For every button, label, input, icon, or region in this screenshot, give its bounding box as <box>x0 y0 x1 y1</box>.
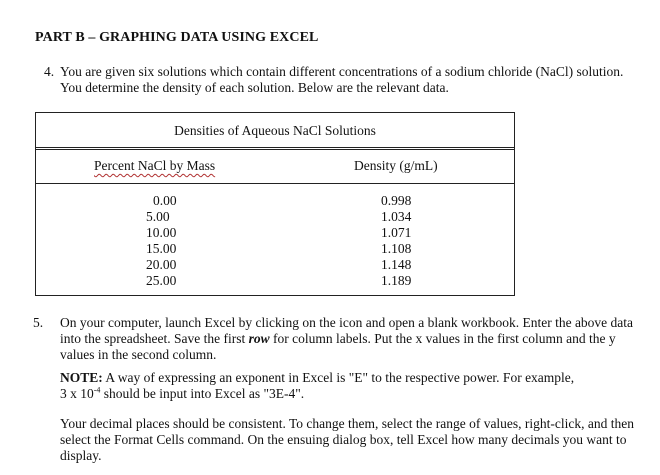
table-cell: 1.189 <box>381 273 412 288</box>
column-density-values <box>381 193 441 289</box>
table-cell: 1.071 <box>381 225 412 240</box>
item-4-body <box>60 64 640 96</box>
header-divider <box>36 183 514 184</box>
note-text-b-post: should be input into Excel as "3E-4". <box>100 386 305 401</box>
item-5-number: 5. <box>33 315 44 330</box>
item-4 <box>44 64 640 96</box>
table-cell: 1.034 <box>381 209 412 224</box>
item-5-p1-emphasis: row <box>248 331 270 346</box>
note-label: NOTE: <box>60 370 103 385</box>
table-cell: 10.00 <box>146 225 177 240</box>
table-cell: 0.00 <box>153 193 177 208</box>
table-cell: 1.148 <box>381 257 412 272</box>
column-header-percent-text: Percent NaCl by Mass <box>94 158 216 173</box>
item-4-line-2: You determine the density of each solution. Below are the relevant data. <box>60 80 449 95</box>
item-4-number: 4. <box>44 64 55 79</box>
note-exponent: -4 <box>93 385 101 395</box>
item-5-note <box>60 370 643 402</box>
item-5-paragraph-1 <box>60 315 643 363</box>
note-text-b-pre: 3 x 10 <box>60 386 94 401</box>
item-5-p1-part-a: On your computer, launch Excel by clicking on the icon and open a blank workbook. Enter the above data into the spreadsheet. Save the first <box>60 315 634 346</box>
item-5-p1-part-b: for column labels. Put the x values in the first column and the y values in the second column. <box>60 331 616 362</box>
density-table <box>35 112 515 296</box>
note-text-a: A way of expressing an exponent in Excel is "E" to the respective power. For example, <box>102 370 575 385</box>
table-title-divider <box>36 147 514 148</box>
table-cell: 15.00 <box>146 241 177 256</box>
column-percent-values <box>146 193 206 289</box>
item-5-body <box>60 315 643 464</box>
table-cell: 25.00 <box>146 273 177 288</box>
table-title: Densities of Aqueous NaCl Solutions <box>174 123 376 138</box>
section-heading: PART B – GRAPHING DATA USING EXCEL <box>35 30 319 45</box>
item-4-line-1: You are given six solutions which contain different concentrations of a sodium chloride (NaCl) solution. <box>60 64 624 79</box>
table-cell: 0.998 <box>381 193 412 208</box>
item-5-paragraph-3: Your decimal places should be consistent. To change them, select the range of values, right-click, and then select the Format Cells command. On the ensuing dialog box, tell Excel how many decimals you want to display. <box>60 416 635 463</box>
table-cell: 5.00 <box>146 209 170 224</box>
table-cell: 1.108 <box>381 241 412 256</box>
column-header-percent <box>94 158 215 174</box>
table-cell: 20.00 <box>146 257 177 272</box>
item-5 <box>33 315 643 464</box>
column-header-density: Density (g/mL) <box>354 158 438 173</box>
table-title-divider-double <box>36 149 514 150</box>
